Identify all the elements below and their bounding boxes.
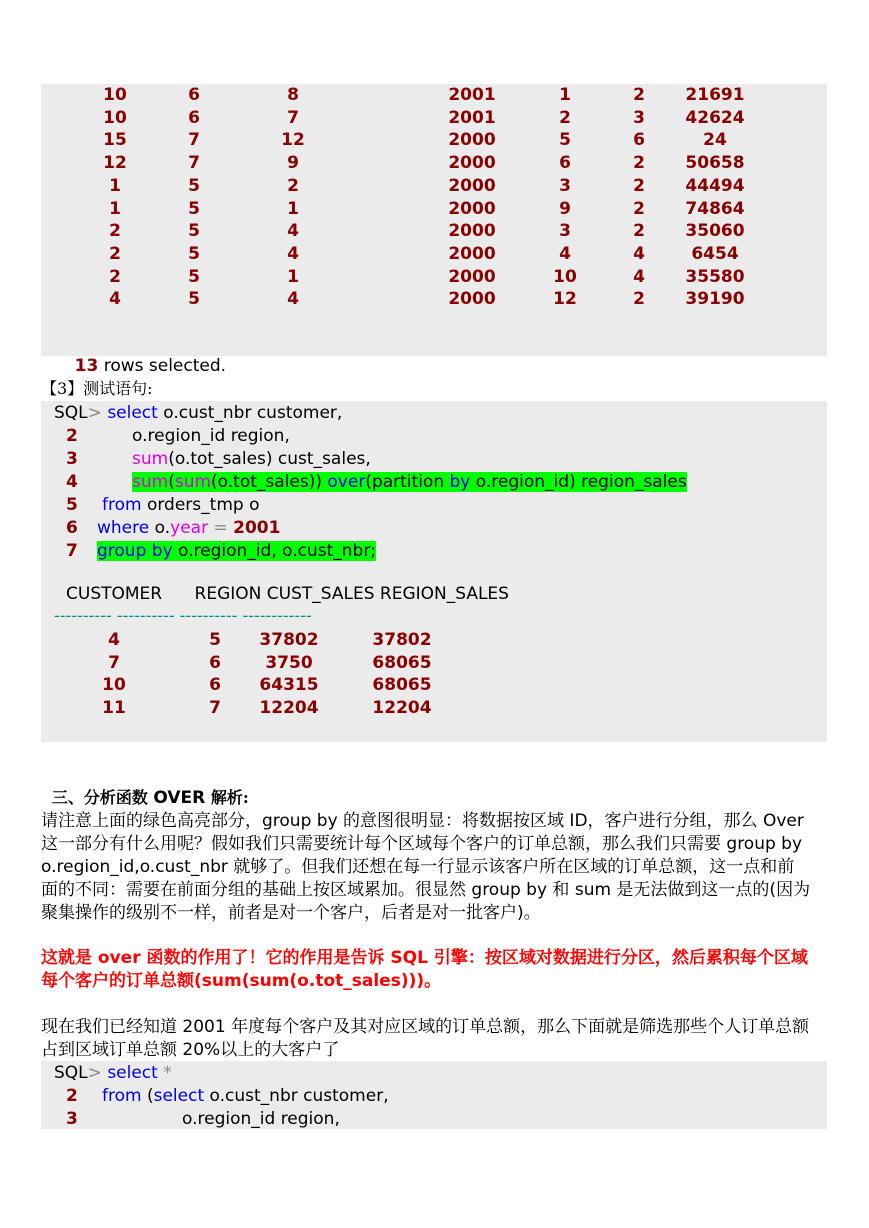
paragraph-1-line-1: 请注意上面的绿色高亮部分，group by 的意图很明显：将数据按区域 ID，客户进行分组，那么 Over [41, 811, 804, 831]
top-table-cell: 2 [633, 175, 645, 196]
top-table-cell: 1 [109, 175, 121, 196]
result-cell: 64315 [259, 675, 319, 696]
top-table-cell: 2 [633, 289, 645, 310]
top-table-cell: 8 [287, 85, 299, 105]
sql-line-5-text: from orders_tmp o [102, 495, 260, 515]
top-table-cell: 21691 [685, 85, 745, 105]
top-table-cell: 7 [188, 153, 200, 174]
result-cell: 7 [209, 698, 221, 719]
top-table-cell: 5 [188, 221, 200, 242]
sql-line-4: 4 [66, 472, 78, 492]
select-keyword: select [107, 403, 158, 423]
sql-line-2: 2 [66, 426, 78, 446]
result-cell: 6 [209, 652, 221, 673]
result-dashes: ---------- ---------- ---------- ------------ [54, 606, 312, 625]
top-table-cell: 5 [559, 130, 571, 151]
top-table-cell: 1 [109, 198, 121, 219]
sql-line-7: 7 [66, 541, 78, 561]
result-cell: 4 [108, 630, 120, 650]
top-table-cell: 7 [188, 130, 200, 151]
top-table-cell: 4 [109, 289, 121, 310]
top-table-cell: 2000 [448, 221, 496, 242]
top-table-cell: 10 [103, 107, 127, 128]
top-table-cell: 1 [287, 198, 299, 219]
result-cell: 11 [102, 698, 126, 719]
top-table-cell: 12 [553, 289, 577, 310]
top-table-cell: 2 [633, 198, 645, 219]
sql-line-1: SQL> select o.cust_nbr customer, [54, 403, 343, 423]
sql-line-2-text: o.region_id region, [132, 426, 290, 446]
top-table-cell: 2000 [448, 153, 496, 174]
sql2-line-3: 3 [66, 1109, 78, 1129]
top-table-cell: 24 [703, 130, 727, 151]
top-table-cell: 74864 [685, 198, 745, 219]
top-table-cell: 2 [633, 85, 645, 105]
result-cell: 10 [102, 675, 126, 696]
top-table-cell: 6 [559, 153, 571, 174]
top-table-cell: 5 [188, 266, 200, 287]
paragraph-1-line-4: 面的不同：需要在前面分组的基础上按区域累加。很显然 group by 和 sum 是无法做到这一点的(因为 [41, 880, 811, 900]
top-result-block [41, 84, 827, 376]
section-heading: 三、分析函数 OVER 解析: [51, 788, 249, 808]
top-table-cell: 5 [188, 198, 200, 219]
top-table-cell: 2000 [448, 266, 496, 287]
top-table-cell: 2000 [448, 243, 496, 264]
result-cell: 12204 [372, 698, 432, 719]
top-table-cell: 2 [109, 266, 121, 287]
row-count: 13 [74, 356, 99, 376]
top-table-cell: 6454 [691, 243, 739, 264]
result-cell: 12204 [259, 698, 319, 719]
top-table-cell: 3 [559, 221, 571, 242]
sql2-line-2: 2 [66, 1086, 78, 1106]
top-table-cell: 2 [109, 221, 121, 242]
top-table-cell: 4 [633, 243, 645, 264]
query-block-2 [41, 1061, 827, 1129]
top-table-cell: 2000 [448, 198, 496, 219]
top-table-cell: 3 [633, 107, 645, 128]
top-table-cell: 10 [553, 266, 577, 287]
top-table-cell: 4 [559, 243, 571, 264]
paragraph-2-line-2: 每个客户的订单总额(sum(sum(o.tot_sales)))。 [41, 971, 442, 991]
top-table-cell: 44494 [685, 175, 745, 196]
top-table-cell: 39190 [685, 289, 745, 310]
sql-line-3: 3 [66, 449, 78, 469]
row-count-text: rows selected. [98, 356, 227, 376]
paragraph-1-line-2: 这一部分有什么用呢？假如我们只需要统计每个区域每个客户的订单总额，那么我们只需要 group by [41, 834, 803, 854]
paragraph-3-line-2: 占到区域订单总额 20%以上的大客户了 [41, 1040, 340, 1060]
sql-line-5: 5 [66, 495, 78, 515]
result-cell: 37802 [259, 630, 319, 650]
top-table-cell: 6 [188, 107, 200, 128]
sql-line-6-text: where o.year = 2001 [97, 518, 281, 538]
sql-line-3-text: sum(o.tot_sales) cust_sales, [132, 449, 371, 469]
top-table-cell: 4 [287, 243, 299, 264]
top-table-cell: 4 [633, 266, 645, 287]
top-table-cell: 2 [287, 175, 299, 196]
top-table-cell: 2 [559, 107, 571, 128]
top-table-cell: 5 [188, 243, 200, 264]
paragraph-1-line-3: o.region_id,o.cust_nbr 就够了。但我们还想在每一行显示该客户所在区域的订单总额，这一点和前 [41, 857, 795, 877]
result-cell: 3750 [265, 652, 313, 673]
top-table-cell: 9 [559, 198, 571, 219]
top-table-cell: 5 [188, 175, 200, 196]
top-table-cell: 35060 [685, 221, 745, 242]
top-table-cell: 6 [188, 85, 200, 105]
result-cell: 68065 [372, 675, 432, 696]
top-table-cell: 2 [633, 153, 645, 174]
top-table-cell: 2001 [448, 85, 496, 105]
top-table-cell: 4 [287, 221, 299, 242]
sql-line-6: 6 [66, 518, 78, 538]
top-table-cell: 1 [559, 85, 571, 105]
top-table-cell: 12 [281, 130, 305, 151]
top-table-cell: 6 [633, 130, 645, 151]
top-table-cell: 2001 [448, 107, 496, 128]
top-table-cell: 2000 [448, 130, 496, 151]
sql2-line-3-text: o.region_id region, [182, 1109, 340, 1129]
paragraph-2-line-1: 这就是 over 函数的作用了！它的作用是告诉 SQL 引擎：按区域对数据进行分区，然后累积每个区域 [41, 948, 808, 968]
top-table-cell: 2000 [448, 175, 496, 196]
top-table-cell: 2 [109, 243, 121, 264]
top-table-cell: 5 [188, 289, 200, 310]
top-table-cell: 12 [103, 153, 127, 174]
section-3-title: 【3】测试语句: [41, 379, 153, 398]
sql-line-4-text-highlight: sum(sum(o.tot_sales)) over(partition by o.region_id) region_sales [132, 472, 687, 492]
paragraph-1-line-5: 聚集操作的级别不一样，前者是对一个客户，后者是对一批客户)。 [41, 903, 541, 923]
top-table-cell: 2 [633, 221, 645, 242]
result-cell: 7 [108, 652, 120, 673]
result-cell: 37802 [372, 630, 432, 650]
top-table-cell: 10 [103, 85, 127, 105]
result-cell: 6 [209, 675, 221, 696]
result-cell: 5 [209, 630, 221, 650]
top-table-cell: 4 [287, 289, 299, 310]
top-table-cell: 7 [287, 107, 299, 128]
query-block-1 [41, 401, 827, 742]
top-table-cell: 35580 [685, 266, 745, 287]
sql-line-7-text-highlight: group by o.region_id, o.cust_nbr; [97, 541, 377, 561]
top-table-cell: 2000 [448, 289, 496, 310]
top-table-cell: 9 [287, 153, 299, 174]
top-table-cell: 42624 [685, 107, 745, 128]
sql2-line-1: SQL> select * [54, 1063, 172, 1083]
paragraph-3-line-1: 现在我们已经知道 2001 年度每个客户及其对应区域的订单总额，那么下面就是筛选那些个人订单总额 [41, 1017, 810, 1037]
top-table-cell: 1 [287, 266, 299, 287]
result-cell: 68065 [372, 652, 432, 673]
result-headers: CUSTOMER REGION CUST_SALES REGION_SALES [66, 584, 509, 604]
top-table-cell: 50658 [685, 153, 745, 174]
top-table-cell: 3 [559, 175, 571, 196]
top-table-cell: 15 [103, 130, 127, 151]
sql2-line-2-text: from (select o.cust_nbr customer, [102, 1086, 389, 1106]
